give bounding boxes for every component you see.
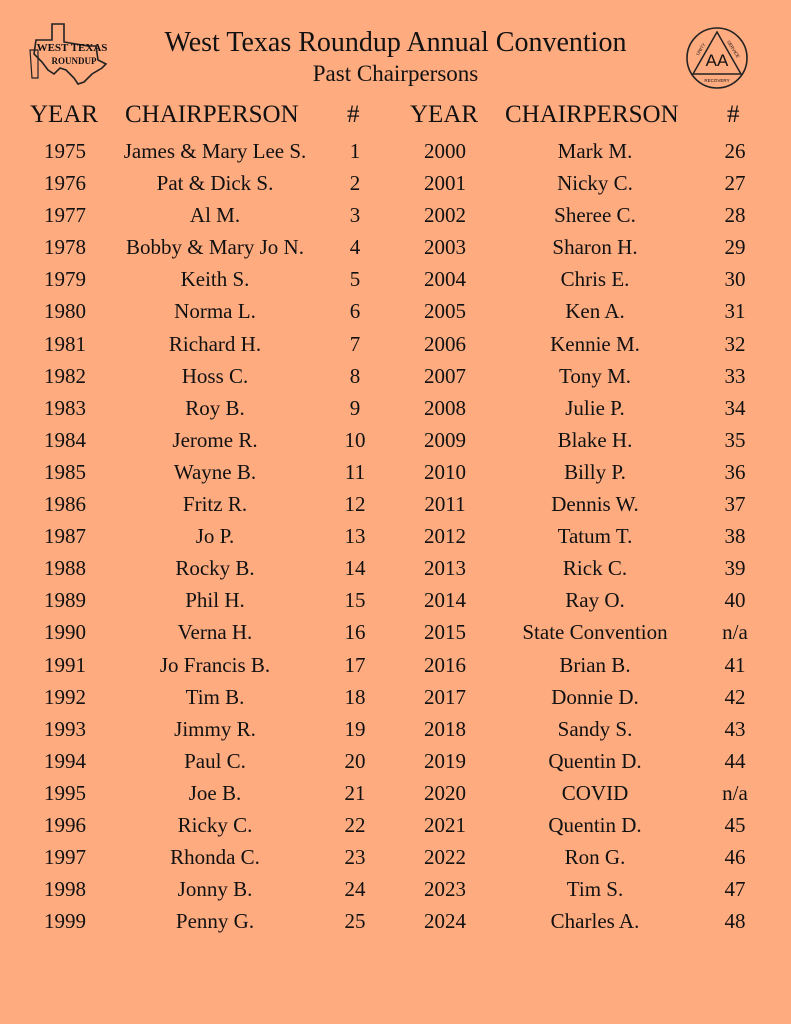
left-year-cell: 1990 [44, 620, 86, 645]
left-number-cell: 2 [349, 171, 361, 196]
right-number-cell: 35 [724, 427, 746, 452]
right-number-cell: 36 [724, 459, 746, 484]
left-chairperson-cell: Tim B. [185, 684, 245, 709]
left-chairperson-cell: Phil H. [185, 588, 245, 613]
left-year-cell: 1981 [44, 331, 86, 356]
header-number-right: # [727, 101, 740, 128]
left-chairperson-cell: Roy B. [185, 395, 245, 420]
right-number-cell: 27 [724, 171, 746, 196]
right-chairperson-cell: Mark M. [557, 139, 633, 163]
left-chairperson-cell: Jimmy R. [174, 716, 256, 741]
table-row [0, 616, 791, 648]
chairpersons-table [0, 135, 791, 937]
right-number-cell: 32 [724, 331, 746, 356]
left-year-cell: 1992 [44, 684, 86, 709]
logo-unity-text: UNITY [695, 42, 707, 57]
table-row [0, 167, 791, 199]
table-row [0, 649, 791, 681]
table-row [0, 360, 791, 392]
table-row [0, 809, 791, 841]
right-year-cell: 2007 [424, 363, 466, 388]
right-chairperson-cell: Donnie D. [551, 684, 639, 709]
left-number-cell: 5 [349, 267, 361, 292]
left-year-cell: 1979 [44, 267, 86, 292]
right-chairperson-cell: Kennie M. [550, 331, 640, 356]
right-year-cell: 2009 [424, 427, 466, 452]
left-number-cell: 15 [344, 588, 366, 613]
right-number-cell: 48 [724, 909, 746, 934]
right-number-cell: 38 [724, 524, 746, 549]
left-year-cell: 1996 [44, 812, 86, 837]
left-chairperson-cell: Penny G. [175, 909, 255, 934]
left-year-cell: 1986 [44, 492, 86, 517]
page-subtitle: Past Chairpersons [312, 61, 479, 86]
left-number-cell: 4 [349, 235, 361, 260]
right-chairperson-cell: Billy P. [564, 459, 626, 484]
right-year-cell: 2019 [424, 748, 466, 773]
left-year-cell: 1976 [44, 171, 86, 196]
left-number-cell: 20 [344, 748, 366, 773]
left-chairperson-cell: Jerome R. [172, 427, 258, 452]
right-year-cell: 2020 [424, 780, 466, 805]
right-chairperson-cell: Chris E. [560, 267, 630, 292]
right-year-cell: 2024 [424, 909, 466, 934]
left-number-cell: 11 [344, 459, 366, 484]
left-number-cell: 12 [344, 492, 366, 517]
left-number-cell: 18 [344, 684, 366, 709]
right-year-cell: 2008 [424, 395, 466, 420]
right-chairperson-cell: Ray O. [565, 588, 625, 613]
right-number-cell: 39 [724, 556, 746, 581]
right-number-cell: n/a [722, 780, 748, 805]
left-number-cell: 10 [344, 427, 366, 452]
table-row [0, 584, 791, 616]
left-chairperson-cell: Bobby & Mary Jo N. [126, 235, 304, 260]
left-chairperson-cell: Rocky B. [175, 556, 255, 581]
table-row [0, 295, 791, 327]
left-year-cell: 1983 [44, 395, 86, 420]
left-chairperson-cell: James & Mary Lee S. [123, 139, 307, 163]
right-chairperson-cell: Tony M. [558, 363, 632, 388]
left-chairperson-cell: Fritz R. [182, 492, 248, 517]
right-chairperson-cell: Tim S. [566, 877, 624, 902]
right-year-cell: 2016 [424, 652, 466, 677]
left-chairperson-cell: Ricky C. [177, 812, 253, 837]
table-row [0, 488, 791, 520]
right-number-cell: 33 [724, 363, 746, 388]
left-year-cell: 1988 [44, 556, 86, 581]
table-row [0, 841, 791, 873]
header-chairperson-right: CHAIRPERSON [505, 101, 679, 128]
right-chairperson-cell: Tatum T. [557, 524, 633, 549]
table-row [0, 392, 791, 424]
right-year-cell: 2004 [424, 267, 466, 292]
right-chairperson-cell: Ken A. [565, 299, 625, 324]
left-chairperson-cell: Jo P. [195, 524, 235, 549]
logo-text-line1: WEST TEXAS [36, 42, 108, 54]
right-year-cell: 2023 [424, 877, 466, 902]
table-row [0, 199, 791, 231]
right-year-cell: 2015 [424, 620, 466, 645]
table-row [0, 263, 791, 295]
left-year-cell: 1975 [44, 139, 86, 163]
header-year-right: YEAR [410, 101, 479, 128]
left-number-cell: 16 [344, 620, 366, 645]
right-number-cell: 46 [724, 845, 746, 870]
logo-recovery-text: RECOVERY [704, 78, 730, 83]
table-row [0, 552, 791, 584]
left-year-cell: 1995 [44, 780, 86, 805]
left-number-cell: 3 [349, 203, 361, 228]
right-chairperson-cell: Blake H. [557, 427, 633, 452]
right-year-cell: 2010 [424, 459, 466, 484]
right-chairperson-cell: Rick C. [562, 556, 628, 581]
right-number-cell: 43 [724, 716, 746, 741]
left-number-cell: 9 [349, 395, 361, 420]
right-chairperson-cell: Ron G. [564, 845, 626, 870]
right-year-cell: 2017 [424, 684, 466, 709]
logo-service-text: SERVICE [725, 39, 741, 59]
right-year-cell: 2022 [424, 845, 466, 870]
right-year-cell: 2013 [424, 556, 466, 581]
table-row [0, 905, 791, 937]
left-year-cell: 1989 [44, 588, 86, 613]
left-year-cell: 1980 [44, 299, 86, 324]
left-chairperson-cell: Wayne B. [173, 459, 257, 484]
left-number-cell: 23 [344, 845, 366, 870]
left-number-cell: 17 [344, 652, 366, 677]
left-year-cell: 1993 [44, 716, 86, 741]
right-number-cell: 47 [724, 877, 746, 902]
right-year-cell: 2006 [424, 331, 466, 356]
table-row [0, 745, 791, 777]
left-number-cell: 21 [344, 780, 366, 805]
table-row [0, 681, 791, 713]
right-number-cell: 26 [724, 139, 746, 163]
left-number-cell: 14 [344, 556, 366, 581]
left-chairperson-cell: Joe B. [188, 780, 242, 805]
table-row [0, 456, 791, 488]
table-row [0, 328, 791, 360]
left-year-cell: 1987 [44, 524, 86, 549]
right-chairperson-cell: COVID [561, 780, 629, 805]
right-chairperson-cell: Quentin D. [548, 812, 642, 837]
right-chairperson-cell: Sharon H. [552, 235, 638, 260]
right-chairperson-cell: Nicky C. [557, 171, 633, 196]
right-chairperson-cell: Charles A. [550, 909, 640, 934]
left-chairperson-cell: Verna H. [177, 620, 253, 645]
left-chairperson-cell: Hoss C. [181, 363, 249, 388]
left-year-cell: 1977 [44, 203, 86, 228]
left-year-cell: 1978 [44, 235, 86, 260]
right-chairperson-cell: State Convention [522, 620, 668, 645]
right-year-cell: 2012 [424, 524, 466, 549]
left-year-cell: 1999 [44, 909, 86, 934]
left-number-cell: 24 [344, 877, 366, 902]
right-chairperson-cell: Dennis W. [551, 492, 639, 517]
right-year-cell: 2018 [424, 716, 466, 741]
left-number-cell: 25 [344, 909, 366, 934]
right-number-cell: 30 [724, 267, 746, 292]
left-chairperson-cell: Jonny B. [177, 877, 253, 902]
right-year-cell: 2002 [424, 203, 466, 228]
right-year-cell: 2001 [424, 171, 466, 196]
left-number-cell: 19 [344, 716, 366, 741]
table-row [0, 873, 791, 905]
right-number-cell: 42 [724, 684, 746, 709]
header-chairperson-left: CHAIRPERSON [125, 101, 299, 128]
right-chairperson-cell: Quentin D. [548, 748, 642, 773]
left-chairperson-cell: Al M. [189, 203, 241, 228]
right-number-cell: n/a [722, 620, 748, 645]
left-chairperson-cell: Keith S. [180, 267, 250, 292]
left-year-cell: 1998 [44, 877, 86, 902]
left-number-cell: 1 [349, 139, 361, 163]
header-year-left: YEAR [30, 101, 99, 128]
right-number-cell: 41 [724, 652, 746, 677]
right-chairperson-cell: Sheree C. [554, 203, 636, 228]
header-number-left: # [347, 101, 360, 128]
logo-aa-text: AA [705, 51, 729, 70]
table-row [0, 520, 791, 552]
left-number-cell: 8 [349, 363, 361, 388]
table-row [0, 713, 791, 745]
left-number-cell: 13 [344, 524, 366, 549]
left-year-cell: 1997 [44, 845, 86, 870]
table-row [0, 231, 791, 263]
right-year-cell: 2021 [424, 812, 466, 837]
right-chairperson-cell: Sandy S. [557, 716, 633, 741]
right-number-cell: 37 [724, 492, 746, 517]
table-row [0, 777, 791, 809]
left-year-cell: 1991 [44, 652, 86, 677]
right-chairperson-cell: Julie P. [565, 395, 625, 420]
page-title: West Texas Roundup Annual Convention [164, 27, 627, 58]
left-number-cell: 6 [349, 299, 361, 324]
right-number-cell: 40 [724, 588, 746, 613]
right-number-cell: 45 [724, 812, 746, 837]
right-number-cell: 28 [724, 203, 746, 228]
left-chairperson-cell: Paul C. [184, 748, 246, 773]
right-chairperson-cell: Brian B. [559, 652, 631, 677]
left-year-cell: 1994 [44, 748, 86, 773]
left-year-cell: 1985 [44, 459, 86, 484]
left-number-cell: 7 [349, 331, 361, 356]
right-number-cell: 29 [724, 235, 746, 260]
right-year-cell: 2011 [424, 492, 466, 517]
right-year-cell: 2005 [424, 299, 466, 324]
right-year-cell: 2000 [424, 139, 466, 163]
left-chairperson-cell: Jo Francis B. [159, 652, 271, 677]
left-chairperson-cell: Pat & Dick S. [156, 171, 274, 196]
right-number-cell: 31 [724, 299, 746, 324]
right-number-cell: 34 [724, 395, 746, 420]
table-row [0, 424, 791, 456]
logo-text-line2: ROUNDUP [51, 56, 97, 66]
left-year-cell: 1984 [44, 427, 86, 452]
left-number-cell: 22 [344, 812, 366, 837]
table-row [0, 135, 791, 167]
left-chairperson-cell: Richard H. [168, 331, 262, 356]
left-chairperson-cell: Norma L. [174, 299, 256, 324]
right-number-cell: 44 [724, 748, 746, 773]
right-year-cell: 2014 [424, 588, 466, 613]
left-year-cell: 1982 [44, 363, 86, 388]
right-year-cell: 2003 [424, 235, 466, 260]
left-chairperson-cell: Rhonda C. [170, 845, 260, 870]
